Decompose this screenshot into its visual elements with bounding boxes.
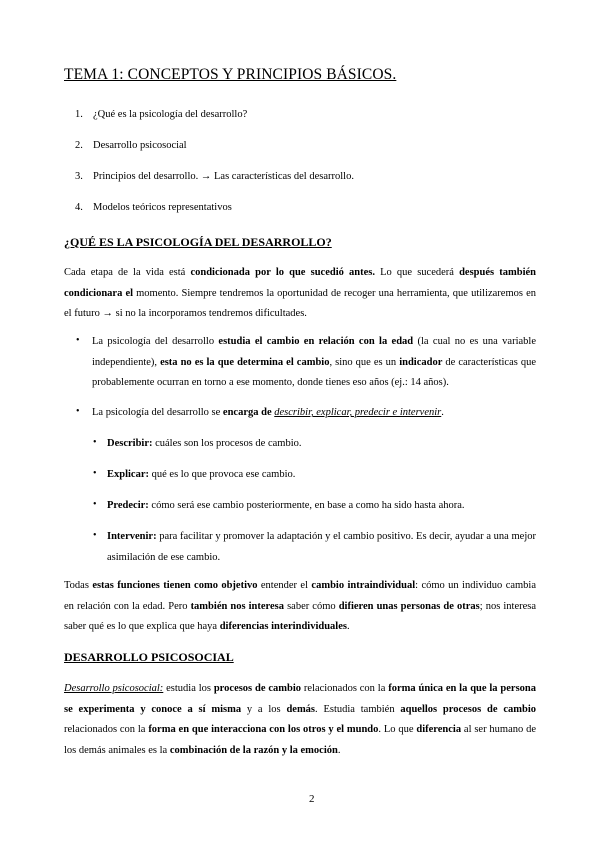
bullet-icon: •	[93, 468, 97, 479]
list-item: Predecir: cómo será ese cambio posteriormente, en base a como ha sido hasta ahora.	[107, 500, 465, 511]
toc-number: 4.	[75, 202, 83, 213]
list-item: Explicar: qué es lo que provoca ese cambio.	[107, 469, 296, 480]
page-number: 2	[309, 793, 315, 805]
toc-item	[75, 109, 247, 120]
page-title: TEMA 1: CONCEPTOS Y PRINCIPIOS BÁSICOS.	[64, 66, 397, 83]
bullet-text: La psicología del desarrollo estudia el cambio en relación con la edad (la cual no es una variable independiente), esta no es la que determina el cambio, sino que es un indicador de características que probablemente ocurran en torno a ese momento, donde tienes eso años (ej.: 14 años).	[92, 336, 537, 388]
toc-number: 1.	[75, 109, 83, 120]
bullet-icon: •	[93, 530, 97, 541]
toc-text: Modelos teóricos representativos	[93, 202, 232, 213]
toc-number: 3.	[75, 171, 83, 182]
section-heading: ¿QUÉ ES LA PSICOLOGÍA DEL DESARROLLO?	[64, 235, 332, 249]
toc-item	[75, 140, 187, 151]
list-item: Intervenir: para facilitar y promover la adaptación y el cambio positivo. Es decir, ayudar a una mejor asimilación de ese cambio.	[107, 531, 536, 563]
paragraph: Cada etapa de la vida está condicionada por lo que sucedió antes. Lo que sucederá después también condicionara el momento. Siempre tendremos la oportunidad de recoger una herramienta, que utilizaremos en el futuro → si no la incorporamos tendremos dificultades.	[64, 267, 536, 319]
toc-text: ¿Qué es la psicología del desarrollo?	[93, 109, 248, 120]
bullet-icon: •	[93, 499, 97, 510]
toc-item	[75, 171, 354, 182]
bullet-icon: •	[93, 437, 97, 448]
section-heading: DESARROLLO PSICOSOCIAL	[64, 650, 234, 664]
toc-item	[75, 202, 232, 213]
toc-number: 2.	[75, 140, 83, 151]
toc-text: Principios del desarrollo. → Las características del desarrollo.	[93, 171, 354, 182]
bullet-icon: •	[76, 335, 80, 346]
bullet-icon: •	[76, 406, 80, 417]
bullet-text: La psicología del desarrollo se encarga de describir, explicar, predecir e intervenir.	[92, 407, 444, 418]
list-item: Describir: cuáles son los procesos de cambio.	[107, 438, 302, 449]
paragraph: Desarrollo psicosocial: estudia los procesos de cambio relacionados con la forma única en la que la persona se experimenta y conoce a sí misma y a los demás. Estudia también aquellos procesos de cambio relacionados con la forma en que interacciona con los otros y el mundo. Lo que diferencia al ser humano de los demás animales es la combinación de la razón y la emoción.	[64, 683, 537, 756]
paragraph: Todas estas funciones tienen como objetivo entender el cambio intraindividual: cómo un individuo cambia en relación con la edad. Pero también nos interesa saber cómo difieren unas personas de otras; nos interesa saber qué es lo que explica que haya diferencias interindividuales.	[64, 580, 537, 632]
toc-text: Desarrollo psicosocial	[93, 140, 187, 151]
